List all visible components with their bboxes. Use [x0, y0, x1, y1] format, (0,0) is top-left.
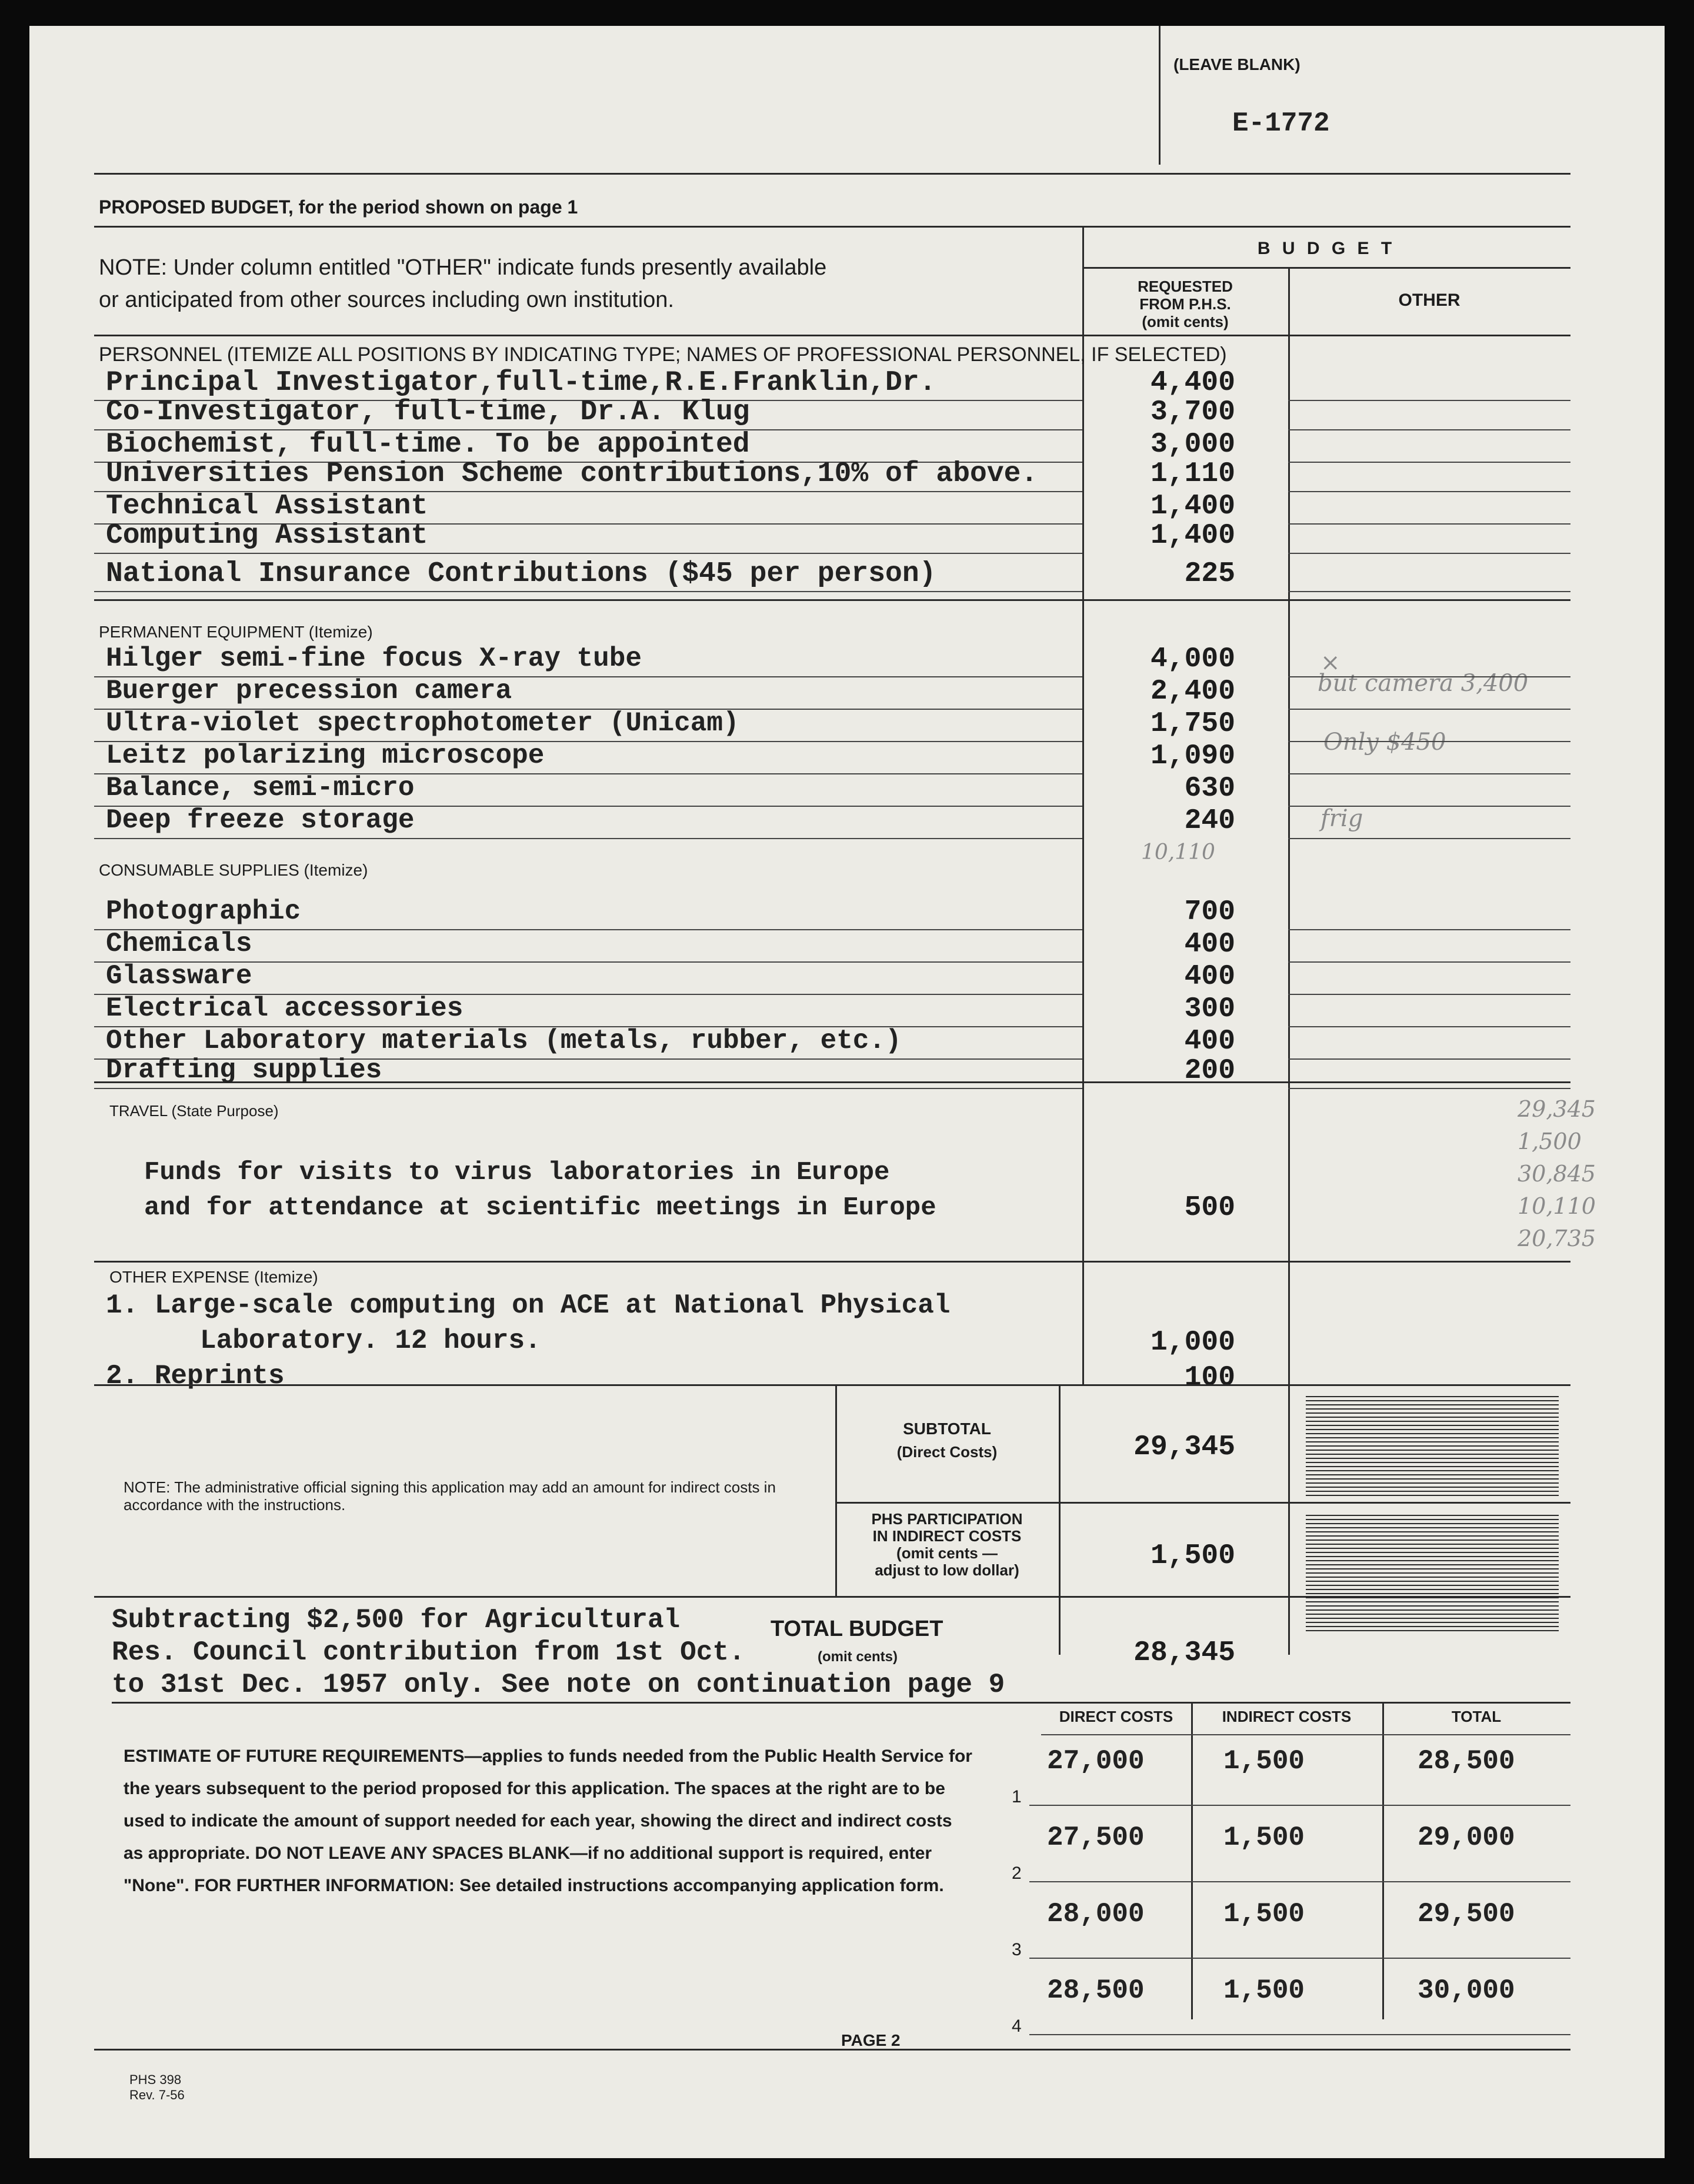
- supplies-row-rule-other: [1288, 1058, 1570, 1060]
- personnel-item-label: Biochemist, full-time. To be appointed: [106, 429, 750, 460]
- personnel-heading: PERSONNEL (ITEMIZE ALL POSITIONS BY INDICATING TYPE; NAMES OF PROFESSIONAL PERSONNEL, IF SELECTED): [99, 343, 1227, 366]
- personnel-item-amount: 1,400: [1150, 490, 1235, 522]
- travel-heading: TRAVEL (State Purpose): [109, 1102, 279, 1120]
- annotation-only: Only $450: [1323, 729, 1446, 756]
- future-row-rule: [1029, 1958, 1570, 1959]
- equipment-row-rule-other: [1288, 838, 1570, 839]
- phs-amount: 1,500: [1150, 1540, 1235, 1572]
- phs-top-rule: [835, 1502, 1570, 1504]
- subtotal-amount-divider: [1059, 1384, 1061, 1655]
- supplies-item-amount: 300: [1184, 993, 1235, 1025]
- note-line-1: NOTE: Under column entitled "OTHER" indicate funds presently available: [99, 255, 827, 280]
- equipment-row-rule-other: [1288, 709, 1570, 710]
- budget-title: PROPOSED BUDGET, for the period shown on page 1: [99, 196, 578, 218]
- equipment-item-label: Deep freeze storage: [106, 805, 415, 836]
- personnel-item-amount: 1,400: [1150, 520, 1235, 552]
- supplies-item-label: Other Laboratory materials (metals, rubber, etc.): [106, 1026, 902, 1056]
- personnel-row-rule-other: [1288, 523, 1570, 525]
- personnel-item-amount: 225: [1184, 558, 1235, 590]
- total-typed-line-1: Subtracting $2,500 for Agricultural: [112, 1605, 681, 1635]
- annotation-camera: but camera 3,400: [1318, 670, 1529, 697]
- future-instructions: ESTIMATE OF FUTURE REQUIREMENTS—applies to funds needed from the Public Health Service for the years subsequent to the period proposed for this application. The spaces at the right are to be used to indicate the amount of support needed for each year, showing the direct and indirect costs as appropriate. DO NOT LEAVE ANY SPACES BLANK—if no additional support is required, enter "None". FOR FURTHER INFORMATION: See detailed instructions accompanying application form.: [124, 1746, 972, 1895]
- total-budget-label: TOTAL BUDGET: [771, 1617, 943, 1641]
- subtotal-top-rule: [94, 1384, 1570, 1386]
- personnel-item-amount: 3,000: [1150, 429, 1235, 460]
- supplies-item-amount: 700: [1184, 896, 1235, 928]
- other-expense-amount-2: 100: [1184, 1362, 1235, 1394]
- supplies-row-rule-other: [1288, 1088, 1570, 1089]
- total-underline: [112, 1702, 1065, 1704]
- annotation-calc-line: 29,345: [1518, 1096, 1596, 1122]
- future-indirect-cost: 1,500: [1223, 1899, 1305, 1929]
- future-indirect-cost: 1,500: [1223, 1822, 1305, 1853]
- future-total-cost: 28,500: [1418, 1746, 1515, 1776]
- leave-blank-divider: [1159, 26, 1161, 165]
- total-amount: 28,345: [1133, 1637, 1235, 1669]
- annotation-calc-line: 30,845: [1518, 1161, 1596, 1187]
- other-expense-heading: OTHER EXPENSE (Itemize): [109, 1268, 318, 1286]
- travel-amount: 500: [1184, 1192, 1235, 1224]
- supplies-row-rule-other: [1288, 929, 1570, 930]
- supplies-row-rule-other: [1288, 994, 1570, 995]
- footer-rule: [94, 2049, 1570, 2051]
- future-row-number: 2: [1012, 1864, 1022, 1883]
- supplies-item-label: Glassware: [106, 961, 252, 991]
- note-line-2: or anticipated from other sources including own institution.: [99, 288, 674, 312]
- supplies-item-amount: 400: [1184, 961, 1235, 993]
- equipment-row-rule: [94, 838, 1082, 839]
- col-requested-header: [1082, 278, 1288, 330]
- future-row-rule: [1029, 2034, 1570, 2035]
- future-row-number: 4: [1012, 2016, 1022, 2036]
- future-direct-cost: 28,500: [1047, 1975, 1145, 2006]
- col-requested-line-3: (omit cents): [1142, 313, 1229, 330]
- form-revision: Rev. 7-56: [129, 2088, 185, 2102]
- future-total-cost: 29,000: [1418, 1822, 1515, 1853]
- personnel-item-amount: 4,400: [1150, 367, 1235, 399]
- col-other-header: OTHER: [1398, 290, 1460, 310]
- personnel-row-rule-other: [1288, 400, 1570, 401]
- phs-label-line-2: IN INDIRECT COSTS: [872, 1527, 1022, 1545]
- personnel-item-amount: 1,110: [1150, 458, 1235, 490]
- personnel-row-rule-other: [1288, 462, 1570, 463]
- phs-label: [835, 1511, 1059, 1579]
- leave-blank-label: (LEAVE BLANK): [1173, 55, 1300, 74]
- travel-line-2: and for attendance at scientific meetings in Europe: [144, 1193, 936, 1223]
- personnel-row-rule: [94, 591, 1082, 592]
- form-page: [29, 26, 1665, 2158]
- future-total-cost: 30,000: [1418, 1975, 1515, 2006]
- future-indirect-cost: 1,500: [1223, 1746, 1305, 1776]
- supplies-item-label: Photographic: [106, 896, 301, 927]
- personnel-item-label: Universities Pension Scheme contributions,10% of above.: [106, 458, 1038, 490]
- top-rule: [94, 173, 1570, 175]
- equipment-row-rule-other: [1288, 773, 1570, 774]
- supplies-item-amount: 200: [1184, 1055, 1235, 1087]
- future-row-number: 1: [1012, 1787, 1022, 1806]
- equipment-item-label: Ultra-violet spectrophotometer (Unicam): [106, 708, 739, 739]
- subtotal-amount: 29,345: [1133, 1431, 1235, 1463]
- future-direct-cost: 27,500: [1047, 1822, 1145, 1853]
- future-header-bottom-rule: [1041, 1734, 1570, 1735]
- annotation-x-mark: ×: [1320, 649, 1340, 676]
- other-expense-amount-1: 1,000: [1150, 1327, 1235, 1358]
- personnel-item-amount: 3,700: [1150, 396, 1235, 428]
- supplies-row-rule-other: [1288, 1026, 1570, 1027]
- other-expense-top-rule: [94, 1261, 1570, 1263]
- annotation-calc-line: 1,500: [1518, 1128, 1582, 1154]
- personnel-item-label: Co-Investigator, full-time, Dr.A. Klug: [106, 396, 750, 428]
- supplies-item-label: Electrical accessories: [106, 993, 463, 1024]
- personnel-row-rule-other: [1288, 553, 1570, 554]
- future-row-number: 3: [1012, 1940, 1022, 1959]
- personnel-item-label: Technical Assistant: [106, 490, 428, 522]
- phs-hatched-block: [1306, 1514, 1559, 1631]
- equipment-item-amount: 1,750: [1150, 708, 1235, 740]
- phs-label-line-3: (omit cents —: [896, 1544, 998, 1562]
- header-rule: [94, 226, 1570, 228]
- subtotal-label: SUBTOTAL: [903, 1420, 991, 1438]
- subtotal-hatched-block: [1306, 1396, 1559, 1496]
- personnel-item-label: National Insurance Contributions ($45 per person): [106, 558, 936, 590]
- equipment-row-rule-other: [1288, 741, 1570, 742]
- future-indirect-cost: 1,500: [1223, 1975, 1305, 2006]
- annotation-calc-line: 10,110: [1518, 1193, 1596, 1219]
- future-header-indirect: INDIRECT COSTS: [1222, 1708, 1352, 1725]
- supplies-heading: CONSUMABLE SUPPLIES (Itemize): [99, 861, 368, 879]
- equipment-row-rule-other: [1288, 676, 1570, 677]
- equipment-item-label: Buerger precession camera: [106, 676, 512, 706]
- equipment-item-label: Leitz polarizing microscope: [106, 740, 545, 771]
- future-header-total: TOTAL: [1451, 1708, 1502, 1725]
- supplies-row-rule-other: [1288, 961, 1570, 963]
- future-direct-cost: 28,000: [1047, 1899, 1145, 1929]
- annotation-frig: frig: [1320, 805, 1363, 832]
- phs-label-line-4: adjust to low dollar): [875, 1561, 1019, 1579]
- total-omit-cents: (omit cents): [818, 1649, 898, 1665]
- future-divider-2: [1382, 1702, 1384, 2019]
- future-header-direct: DIRECT COSTS: [1059, 1708, 1173, 1725]
- equipment-top-rule: [94, 599, 1570, 601]
- future-row-rule: [1029, 1805, 1570, 1806]
- grant-number: E-1772: [1232, 108, 1330, 139]
- supplies-row-rule: [94, 1088, 1082, 1089]
- other-expense-line-2: Laboratory. 12 hours.: [200, 1325, 541, 1356]
- equipment-item-label: Balance, semi-micro: [106, 773, 415, 803]
- future-divider-1: [1191, 1702, 1193, 2019]
- equipment-item-amount: 4,000: [1150, 643, 1235, 675]
- budget-rule: [1082, 267, 1570, 269]
- personnel-item-label: Principal Investigator,full-time,R.E.Franklin,Dr.: [106, 367, 936, 399]
- travel-line-1: Funds for visits to virus laboratories in Europe: [144, 1158, 890, 1187]
- equipment-hand-total: 10,110: [1141, 840, 1215, 864]
- supplies-item-label: Drafting supplies: [106, 1055, 382, 1086]
- subtotal-sublabel: (Direct Costs): [896, 1443, 998, 1461]
- col-requested-line-2: FROM P.H.S.: [1139, 295, 1231, 313]
- equipment-item-amount: 2,400: [1150, 676, 1235, 707]
- future-total-cost: 29,500: [1418, 1899, 1515, 1929]
- future-header-top-rule: [1041, 1702, 1570, 1704]
- total-typed-line-2: Res. Council contribution from 1st Oct.: [112, 1637, 745, 1668]
- equipment-item-label: Hilger semi-fine focus X-ray tube: [106, 643, 642, 674]
- personnel-row-rule-other: [1288, 591, 1570, 592]
- col-other-divider: [1288, 267, 1290, 1655]
- phs-label-line-1: PHS PARTICIPATION: [871, 1510, 1023, 1528]
- annotation-calc-line: 20,735: [1518, 1225, 1596, 1251]
- total-top-rule: [94, 1596, 1570, 1598]
- equipment-item-amount: 240: [1184, 805, 1235, 837]
- personnel-top-rule: [94, 335, 1570, 336]
- supplies-item-label: Chemicals: [106, 929, 252, 959]
- budget-label: B U D G E T: [1257, 239, 1396, 258]
- supplies-item-amount: 400: [1184, 1026, 1235, 1057]
- personnel-row-rule-other: [1288, 491, 1570, 492]
- personnel-item-label: Computing Assistant: [106, 520, 428, 552]
- equipment-item-amount: 630: [1184, 773, 1235, 804]
- personnel-row-rule: [94, 553, 1082, 554]
- future-row-rule: [1029, 1881, 1570, 1882]
- form-number: PHS 398: [129, 2072, 182, 2087]
- other-expense-line-1: 1. Large-scale computing on ACE at National Physical: [106, 1290, 951, 1321]
- supplies-item-amount: 400: [1184, 929, 1235, 960]
- page-number: PAGE 2: [841, 2031, 901, 2049]
- equipment-heading: PERMANENT EQUIPMENT (Itemize): [99, 623, 373, 641]
- indirect-cost-note: NOTE: The administrative official signing this application may add an amount for indirect costs in accordance with the instructions.: [124, 1478, 776, 1514]
- future-direct-cost: 27,000: [1047, 1746, 1145, 1776]
- equipment-row-rule-other: [1288, 806, 1570, 807]
- other-expense-line-3: 2. Reprints: [106, 1361, 285, 1391]
- equipment-item-amount: 1,090: [1150, 740, 1235, 772]
- personnel-row-rule-other: [1288, 429, 1570, 430]
- total-typed-line-3: to 31st Dec. 1957 only. See note on continuation page 9: [112, 1669, 1005, 1700]
- col-requested-line-1: REQUESTED: [1138, 278, 1233, 295]
